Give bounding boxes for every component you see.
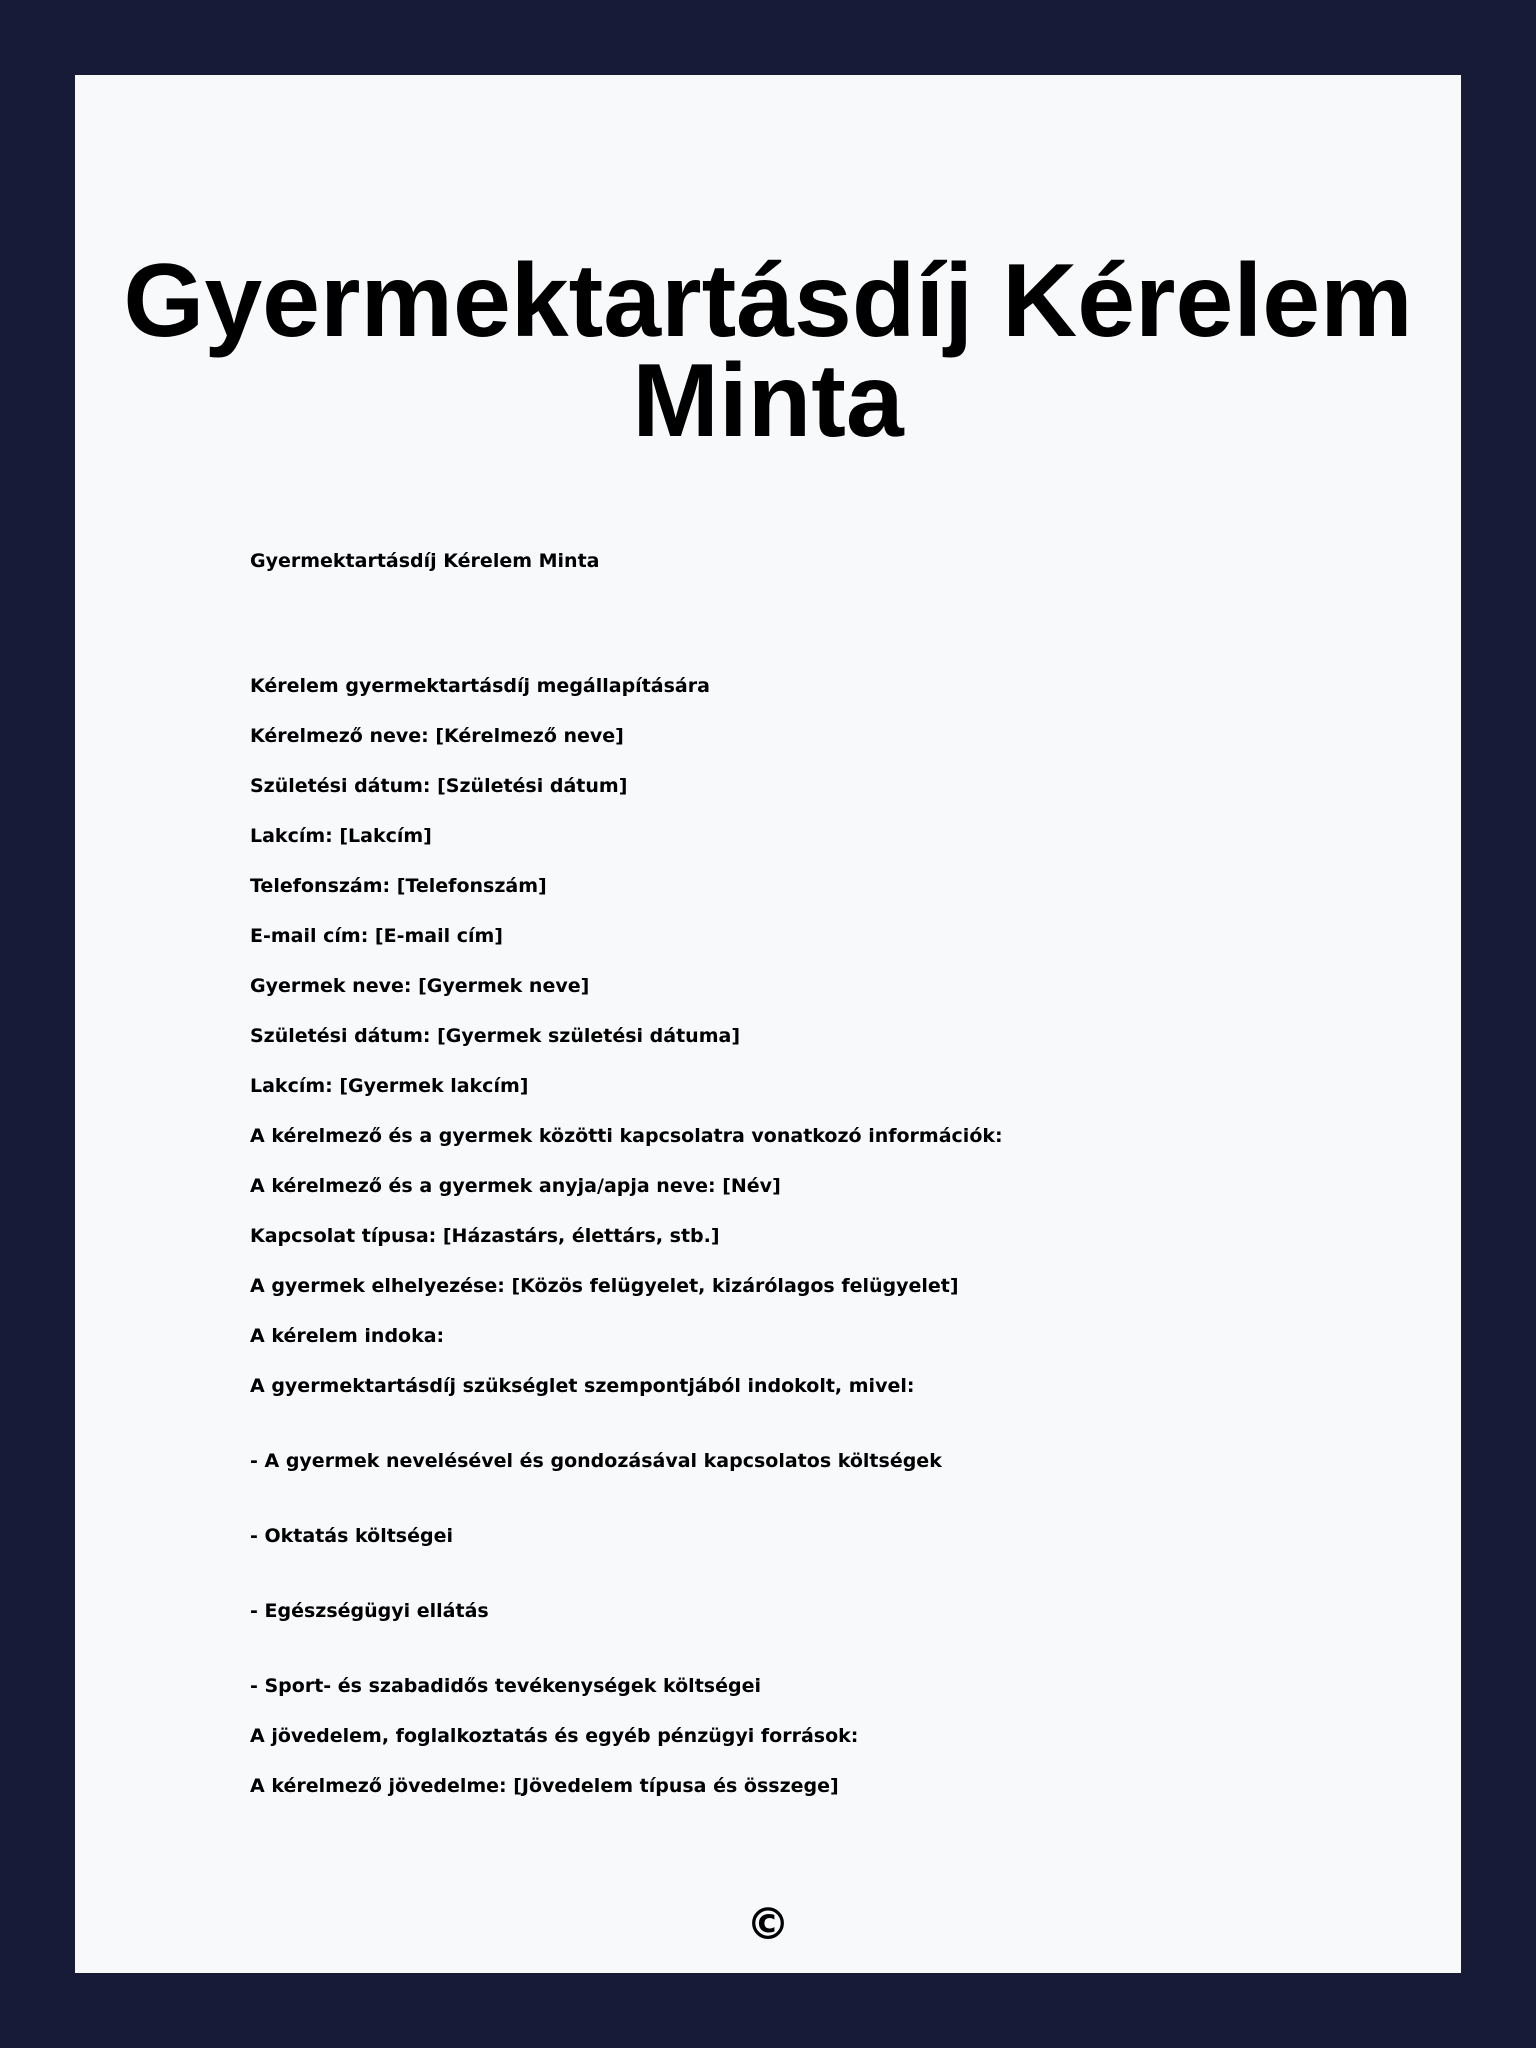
applicant-name-line: Kérelmező neve: [Kérelmező neve]	[250, 725, 624, 747]
reason-item-upbringing: - A gyermek nevelésével és gondozásával kapcsolatos költségek	[250, 1450, 942, 1472]
income-section-heading: A jövedelem, foglalkoztatás és egyéb pénzügyi források:	[250, 1725, 859, 1747]
request-subject: Kérelem gyermektartásdíj megállapítására	[250, 675, 710, 697]
applicant-phone-line: Telefonszám: [Telefonszám]	[250, 875, 547, 897]
applicant-birthdate-line: Születési dátum: [Születési dátum]	[250, 775, 628, 797]
relationship-type-line: Kapcsolat típusa: [Házastárs, élettárs, stb.]	[250, 1225, 720, 1247]
applicant-email-line: E-mail cím: [E-mail cím]	[250, 925, 503, 947]
document-page	[75, 75, 1461, 1973]
child-address-line: Lakcím: [Gyermek lakcím]	[250, 1075, 529, 1097]
applicant-income-line: A kérelmező jövedelme: [Jövedelem típusa és összege]	[250, 1775, 839, 1797]
applicant-address-line: Lakcím: [Lakcím]	[250, 825, 432, 847]
reason-item-education: - Oktatás költségei	[250, 1525, 453, 1547]
reason-item-sports: - Sport- és szabadidős tevékenységek költségei	[250, 1675, 761, 1697]
custody-line: A gyermek elhelyezése: [Közös felügyelet, kizárólagos felügyelet]	[250, 1275, 959, 1297]
reason-intro-line: A gyermektartásdíj szükséglet szempontjából indokolt, mivel:	[250, 1375, 915, 1397]
page-title: Gyermektartásdíj Kérelem Minta	[123, 243, 1413, 459]
child-name-line: Gyermek neve: [Gyermek neve]	[250, 975, 590, 997]
parent-name-line: A kérelmező és a gyermek anyja/apja neve: [Név]	[250, 1175, 781, 1197]
body-heading: Gyermektartásdíj Kérelem Minta	[250, 550, 600, 572]
relationship-section-heading: A kérelmező és a gyermek közötti kapcsolatra vonatkozó információk:	[250, 1125, 1003, 1147]
reason-item-healthcare: - Egészségügyi ellátás	[250, 1600, 489, 1622]
copyright-icon: ©	[746, 1899, 790, 1950]
child-birthdate-line: Születési dátum: [Gyermek születési dátuma]	[250, 1025, 741, 1047]
reason-heading: A kérelem indoka:	[250, 1325, 445, 1347]
